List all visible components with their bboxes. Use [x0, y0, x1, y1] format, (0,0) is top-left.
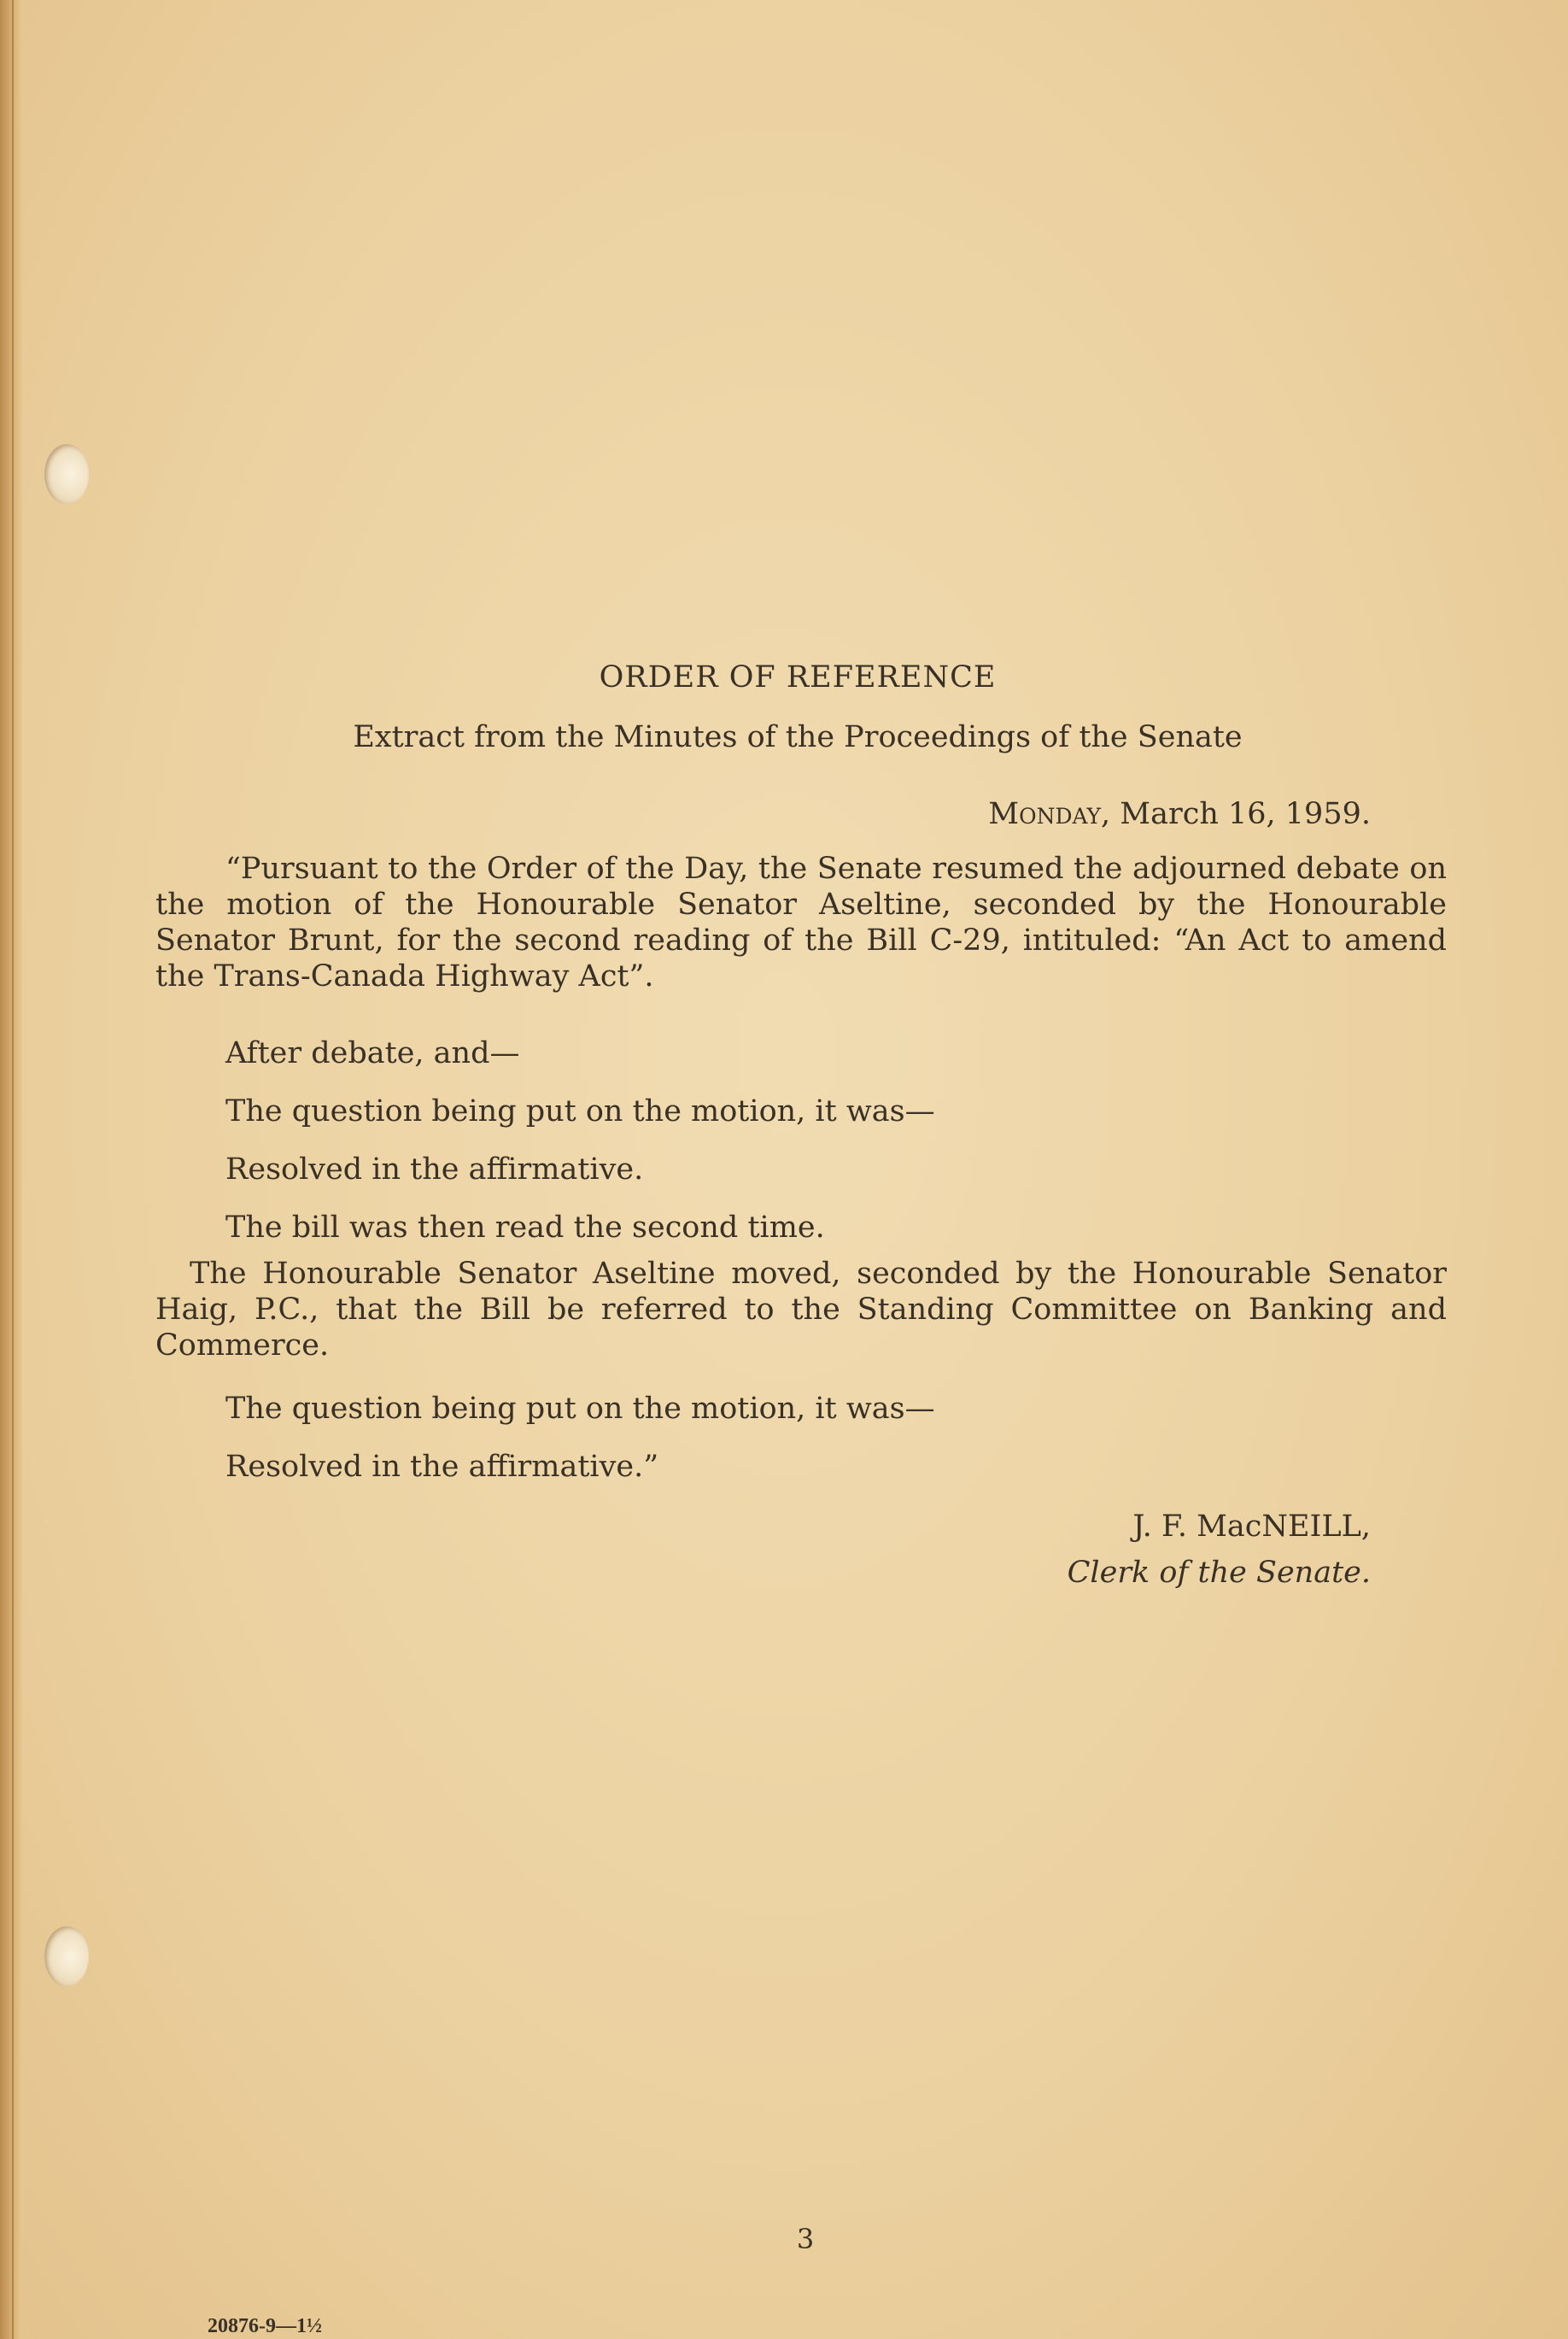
paragraph-second-reading: The bill was then read the second time.: [225, 1211, 825, 1245]
document-heading: ORDER OF REFERENCE: [599, 660, 997, 695]
paragraph-resolved-2: Resolved in the affirmative.”: [225, 1450, 659, 1484]
paragraph-question-2: The question being put on the motion, it was—: [225, 1392, 935, 1426]
punch-hole-top: [44, 444, 89, 504]
page-binding-edge: [0, 0, 22, 2339]
date-rest: , March 16, 1959.: [1101, 797, 1371, 831]
paragraph-question-1: The question being put on the motion, it was—: [225, 1094, 935, 1128]
signature-name: J. F. MacNEILL,: [1132, 1510, 1371, 1544]
paragraph-after-debate: After debate, and—: [225, 1036, 520, 1070]
document-subheading: Extract from the Minutes of the Proceedings of the Senate: [353, 720, 1243, 754]
paragraph-referral: The Honourable Senator Aseltine moved, seconded by the Honourable Senator Haig, P.C., that the Bill be referred to the Standing Committee on Banking and Commerce.: [155, 1257, 1447, 1363]
date-day: Monday: [988, 797, 1102, 831]
paragraph-motion: “Pursuant to the Order of the Day, the Senate resumed the adjourned debate on the motion of the Honourable Senator Aseltine, seconded by the Honourable Senator Brunt, for the second reading of the Bill C-29, intituled: “An Act to amend the Trans-Canada Highway Act”.: [155, 852, 1447, 994]
paragraph-resolved-1: Resolved in the affirmative.: [225, 1152, 644, 1187]
binding-line: [12, 0, 14, 2339]
page-number: 3: [796, 2223, 815, 2255]
signature-title: Clerk of the Senate.: [1067, 1556, 1371, 1590]
print-code: 20876-9—1½: [208, 2315, 322, 2337]
document-date: [0, 796, 1371, 832]
punch-hole-bottom: [44, 1926, 89, 1986]
